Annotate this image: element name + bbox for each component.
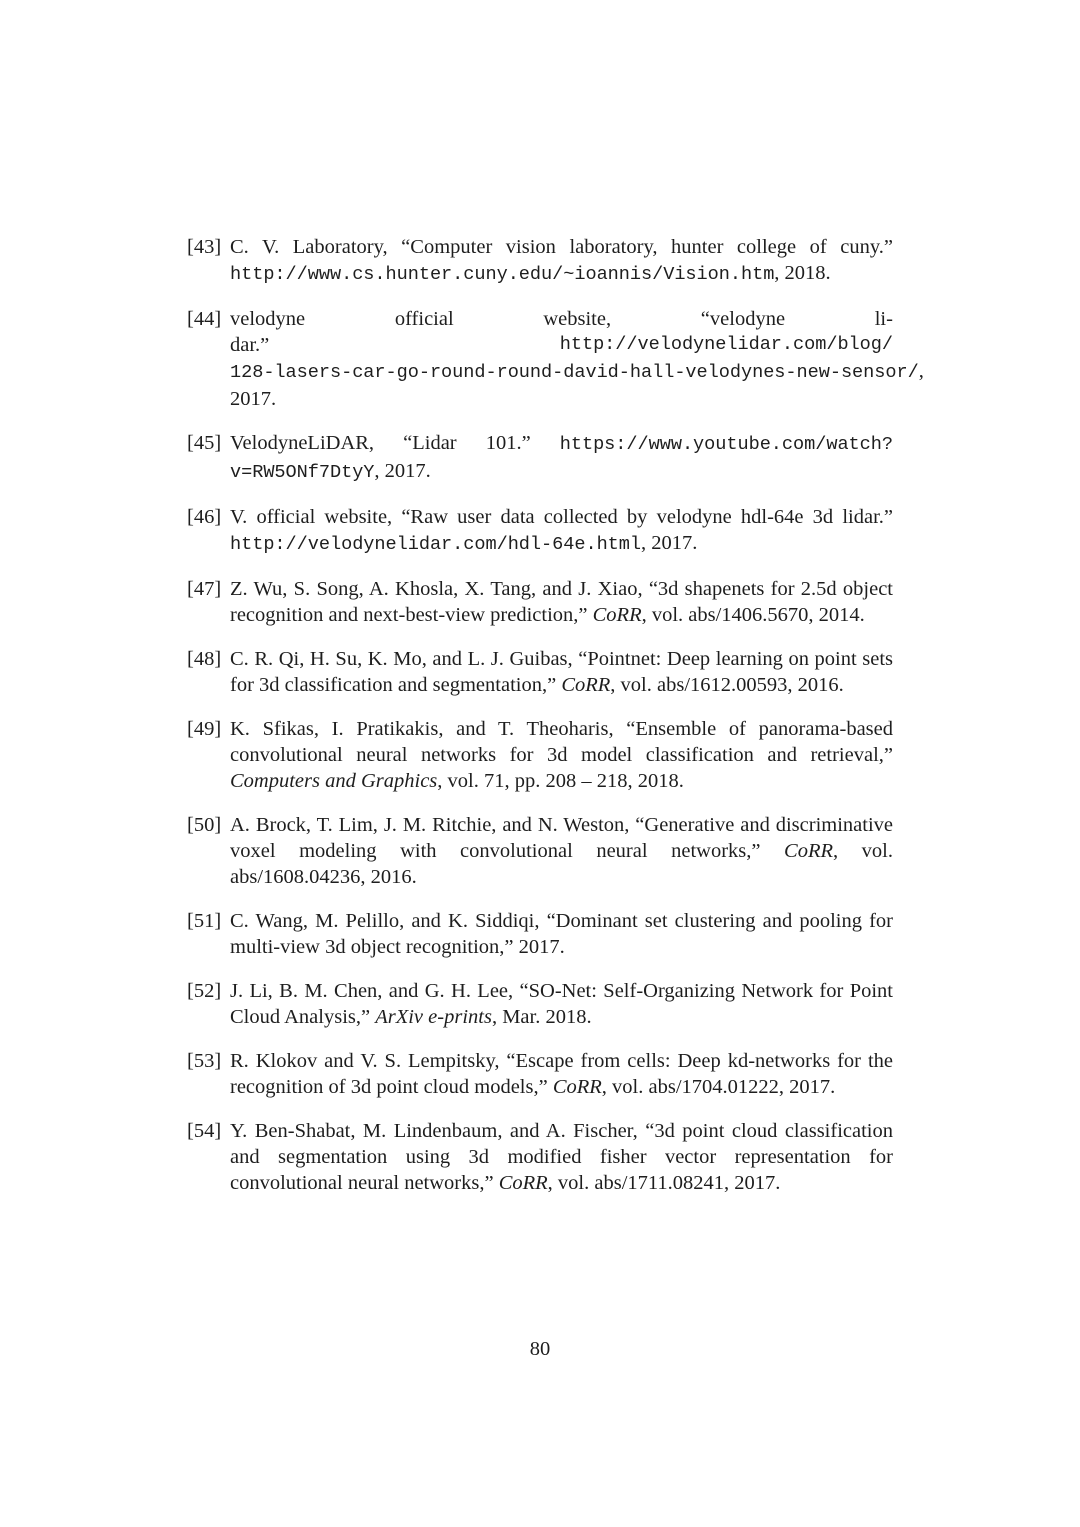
reference-45: [187, 430, 893, 486]
reference-venue: CoRR: [592, 604, 642, 626]
reference-body: [230, 716, 893, 794]
reference-number: [49]: [187, 718, 222, 740]
reference-text-end: , vol. abs/1612.00593, 2016.: [610, 674, 844, 696]
reference-number: [48]: [187, 648, 222, 670]
reference-text: VelodyneLiDAR, “Lidar 101.”: [230, 432, 560, 454]
reference-text-end: , vol. abs/1406.5670, 2014.: [641, 604, 865, 626]
reference-number: [43]: [187, 236, 222, 258]
reference-line-2: [230, 332, 893, 358]
reference-52: [187, 978, 893, 1030]
reference-49: [187, 716, 893, 794]
reference-list: [187, 234, 924, 1214]
reference-body: [230, 812, 893, 890]
reference-word: website,: [543, 308, 612, 330]
reference-url-part-1[interactable]: http://velodynelidar.com/blog/: [559, 334, 893, 355]
reference-text: C. V. Laboratory, “Computer vision laboratory, hunter college of cuny.”: [230, 236, 893, 258]
reference-word: dar.”: [230, 334, 270, 356]
reference-line-4: 2017.: [230, 388, 277, 410]
reference-url[interactable]: https://www.youtube.com/watch?v=RW5ONf7DtyY: [230, 434, 893, 483]
reference-body: [230, 234, 893, 288]
reference-body: [230, 306, 924, 412]
reference-text-end: , 2018.: [774, 262, 831, 284]
reference-43: [187, 234, 893, 288]
reference-word: “velodyne: [700, 308, 786, 330]
reference-url[interactable]: http://www.cs.hunter.cuny.edu/~ioannis/Vision.htm: [230, 264, 775, 285]
reference-text: J. Li, B. M. Chen, and G. H. Lee, “SO-Net: Self-Organizing Network for Point Cloud Analysis,”: [230, 980, 893, 1028]
reference-text-end: , Mar. 2018.: [491, 1006, 592, 1028]
reference-text: K. Sfikas, I. Pratikakis, and T. Theoharis, “Ensemble of panorama-based convolutional neural networks for 3d model classification and retrieval,”: [230, 718, 893, 766]
reference-number: [46]: [187, 506, 222, 528]
reference-word: velodyne: [230, 308, 306, 330]
reference-text-end: , vol. abs/1711.08241, 2017.: [547, 1172, 781, 1194]
reference-number: [51]: [187, 910, 222, 932]
reference-venue: CoRR: [561, 674, 611, 696]
reference-venue: CoRR: [498, 1172, 548, 1194]
reference-body: [230, 504, 893, 558]
reference-48: [187, 646, 893, 698]
reference-text-end: , 2017.: [641, 532, 698, 554]
reference-53: [187, 1048, 893, 1100]
reference-line-3: [230, 358, 924, 386]
reference-number: [47]: [187, 578, 222, 600]
reference-body: [230, 908, 893, 960]
reference-text-end: , vol. abs/1704.01222, 2017.: [601, 1076, 836, 1098]
reference-50: [187, 812, 893, 890]
reference-47: [187, 576, 893, 628]
reference-text-end: , vol. abs/1608.04236, 2016.: [230, 840, 893, 888]
reference-text: Y. Ben-Shabat, M. Lindenbaum, and A. Fischer, “3d point cloud classification and segmentation using 3d modified fisher vector representation for convolutional neural networks,”: [230, 1120, 893, 1194]
reference-number: [44]: [187, 308, 222, 330]
reference-text: C. Wang, M. Pelillo, and K. Siddiqi, “Dominant set clustering and pooling for multi-view 3d object recognition,” 2017.: [230, 910, 893, 958]
page-number: 80: [529, 1338, 551, 1360]
reference-text: R. Klokov and V. S. Lempitsky, “Escape from cells: Deep kd-networks for the recognition of 3d point cloud models,”: [230, 1050, 893, 1098]
reference-body: [230, 978, 893, 1030]
reference-text: Z. Wu, S. Song, A. Khosla, X. Tang, and J. Xiao, “3d shapenets for 2.5d object recognition and next-best-view prediction,”: [230, 578, 893, 626]
reference-text: C. R. Qi, H. Su, K. Mo, and L. J. Guibas, “Pointnet: Deep learning on point sets for 3d classification and segmentation,”: [230, 648, 893, 696]
reference-body: [230, 576, 893, 628]
reference-text-end: , vol. 71, pp. 208 – 218, 2018.: [437, 770, 684, 792]
reference-body: [230, 430, 893, 486]
reference-51: [187, 908, 893, 960]
reference-number: [52]: [187, 980, 222, 1002]
reference-venue: CoRR: [784, 840, 833, 862]
reference-46: [187, 504, 893, 558]
reference-separator: ,: [918, 360, 924, 382]
reference-line-1: [230, 306, 893, 332]
reference-text-end: , 2017.: [374, 460, 431, 482]
reference-url-part-2[interactable]: 128-lasers-car-go-round-round-david-hall-velodynes-new-sensor/: [230, 362, 919, 383]
reference-54: [187, 1118, 893, 1196]
reference-number: [53]: [187, 1050, 222, 1072]
reference-text: V. official website, “Raw user data collected by velodyne hdl-64e 3d lidar.”: [230, 506, 893, 528]
reference-number: [50]: [187, 814, 222, 836]
reference-number: [45]: [187, 432, 222, 454]
reference-url[interactable]: http://velodynelidar.com/hdl-64e.html: [230, 534, 641, 555]
reference-text: A. Brock, T. Lim, J. M. Ritchie, and N. Weston, “Generative and discriminative voxel modeling with convolutional neural networks,”: [230, 814, 893, 862]
reference-44: [187, 306, 924, 412]
reference-body: [230, 1118, 893, 1196]
reference-word: li-: [874, 308, 893, 330]
reference-word: official: [394, 308, 454, 330]
reference-number: [54]: [187, 1120, 222, 1142]
reference-venue: ArXiv e-prints: [375, 1006, 492, 1028]
reference-body: [230, 1048, 893, 1100]
reference-venue: CoRR: [552, 1076, 602, 1098]
reference-venue: Computers and Graphics: [230, 770, 438, 792]
reference-body: [230, 646, 893, 698]
